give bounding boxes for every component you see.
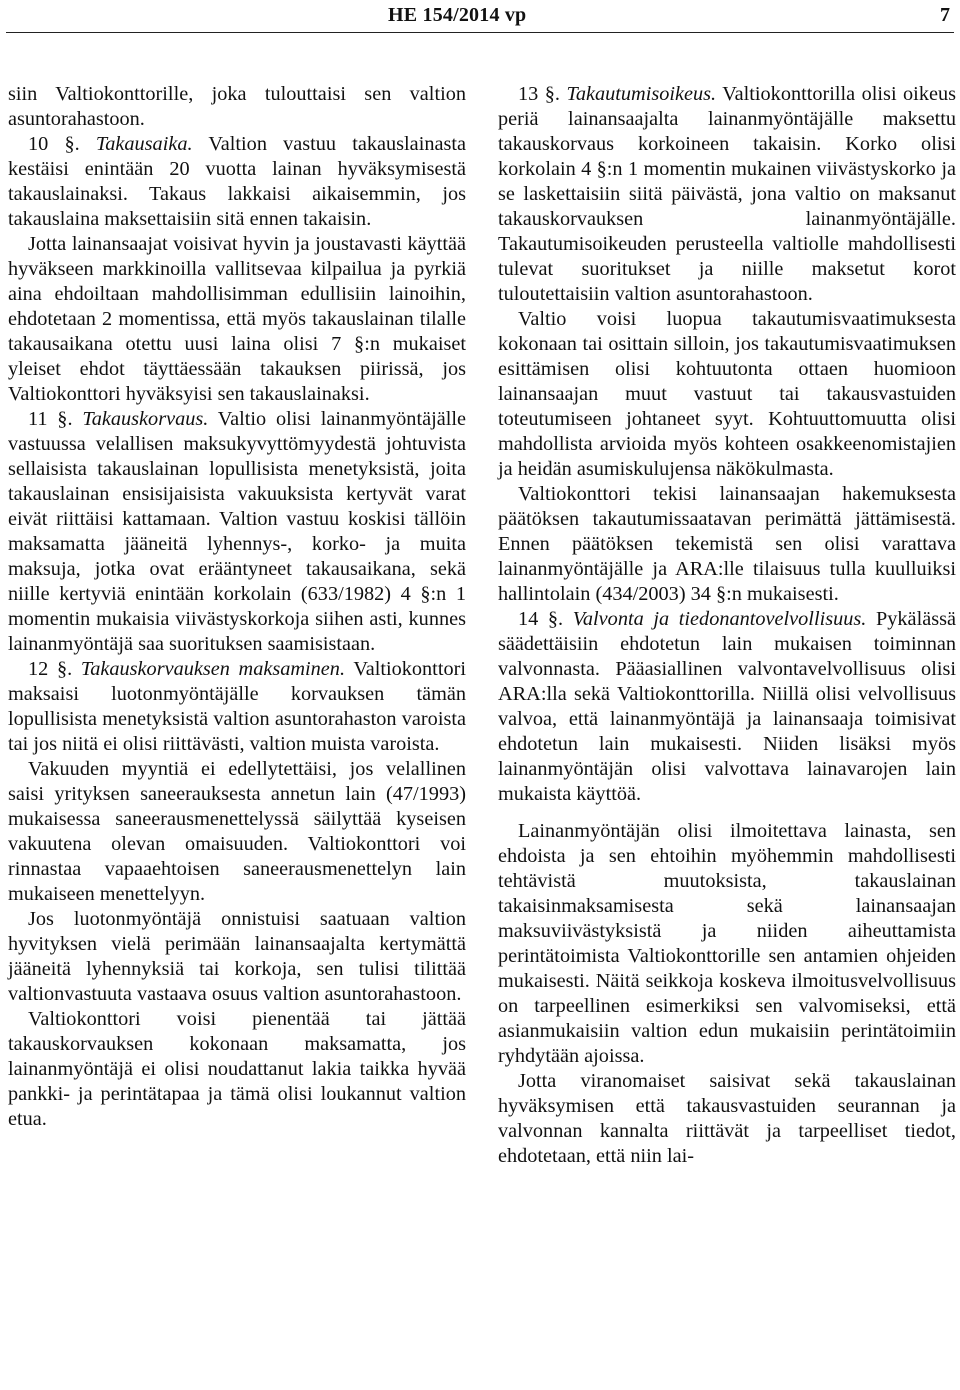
section-11: [8, 407, 466, 657]
section-title: Valvonta ja tiedonantovelvollisuus.: [572, 608, 867, 630]
section-13: [498, 82, 956, 307]
document-id: HE 154/2014 vp: [388, 4, 527, 26]
paragraph: Valtiokonttori voisi pienentää tai jättää takauskorvauksen kokonaan maksamatta, jos lainanmyöntäjä ei olisi noudattanut lakia taikka hyvää pankki- ja perintätapaa ja tämä olisi loukannut valtion etua.: [8, 1008, 466, 1130]
section-title: Takausaika.: [95, 133, 193, 155]
paragraph: Valtio voisi luopua takautumisvaatimuksesta kokonaan tai osittain silloin, jos takautumisvaatimuksen esittämisen olisi kohtuutonta ottaen huomioon lainansaajan muut vastuut tai takausvastuiden toteutumiseen johtaneet syyt. Kohtuuttomuutta olisi mahdollista arvioida myös kohteen osakkeenomistajien ja heidän asumiskulujensa näkökulmasta.: [498, 308, 956, 480]
section-title: Takauskorvaus.: [82, 408, 209, 430]
section-number: 10 §.: [28, 133, 80, 155]
page-header: [0, 0, 960, 32]
section-10: [8, 132, 466, 232]
paragraph: Lainanmyöntäjän olisi ilmoitettava lainasta, sen ehdoista ja sen ehtoihin myöhemmin mahdollisesti tehtävistä muutoksista, takauslainan takaisinmaksamisesta sekä lainansaajan maksuviivästyksistä ja niiden aiheuttamista perintätoimista Valtiokonttorille sen antamien ohjeiden mukaisesti. Näitä seikkoja koskeva ilmoitusvelvollisuus on tarpeellinen esimerkiksi sen valvomiseksi, että asianmukaisiin valtion edun mukaisiin perintätoimiin ryhdytään ajoissa.: [498, 820, 956, 1067]
section-text: Valtiokonttorilla olisi oikeus periä lainansaajalta lainanmyöntäjälle maksettu takauskorvaus korkoineen takaisin. Korko olisi korkolain 4 §:n 1 momentin mukainen viivästyskorko ja se laskettaisiin siitä päivästä, jona valtio on maksanut takauskorvauksen lainanmyöntäjälle. Takautumisoikeuden perusteella valtiolle mahdollisesti tulevat suoritukset ja niille maksetut korot tuloutettaisiin valtion asuntorahastoon.: [498, 83, 956, 305]
paragraph: Jos luotonmyöntäjä onnistuisi saatuaan valtion hyvityksen vielä perimään lainansaajalta kertymättä jääneitä lyhennyksiä tai korkoja, sen tulisi tilittää valtionvastuuta vastaava osuus valtion asuntorahastoon.: [8, 908, 466, 1005]
section-number: 12 §.: [28, 658, 73, 680]
paragraph: Vakuuden myyntiä ei edellytettäisi, jos velallinen saisi yrityksen saneerauksesta annetun lain (47/1993) mukaisessa saneerausmenettelyssä säilyttää kyseisen vakuutena olevan omaisuuden. Valtiokonttori voi rinnastaa vapaaehtoisen saneerausmenettelyn lain mukaiseen menettelyyn.: [8, 758, 466, 905]
section-text: Pykälässä säädettäisiin ehdotetun lain mukaisen toiminnan valvonnasta. Pääasiallinen valvontavelvollisuus olisi ARA:lla sekä Valtiokonttorilla. Niillä olisi velvollisuus valvoa, että lainanmyöntäjä ja lainansaaja toimisivat ehdotetun lain mukaisesti. Niiden lisäksi myös lainanmyöntäjän olisi valvottava lainavarojen lain mukaista käyttöä.: [498, 608, 956, 805]
paragraph: siin Valtiokonttorille, joka tulouttaisi sen valtion asuntorahastoon.: [8, 83, 466, 130]
section-number: 11 §.: [28, 408, 73, 430]
section-title: Takautumisoikeus.: [566, 83, 717, 105]
page-number: 7: [940, 4, 950, 26]
header-rule: [6, 32, 954, 33]
paragraph: Valtiokonttori tekisi lainansaajan hakemuksesta päätöksen takautumissaatavan perimättä jättämisestä. Ennen päätöksen tekemistä sen olisi varattava lainanmyöntäjälle ja ARA:lle tilaisuus tulla kuulluiksi hallintolain (434/2003) 34 §:n mukaisesti.: [498, 483, 956, 605]
section-text: Valtio olisi lainanmyöntäjälle vastuussa velallisen maksukyvyttömyydestä johtuvista sellaisista takauslainan lopullisista menetyksistä, joita takauslainan ensisijaisista vakuuksista kertyvät varat eivät riittäisi kattamaan. Valtion vastuu koskisi tällöin maksamatta jääneitä lyhennys-, korko- ja muita maksuja, jotka ovat erääntyneet takausaikana, sekä niille kertyviä enintään korkolain (633/1982) 4 §:n 1 momentin mukaisia viivästyskorkoja siihen asti, kunnes lainanmyöntäjä saa suorituksen saamisistaan.: [8, 408, 466, 655]
section-text: Valtion vastuu takauslainasta kestäisi enintään 20 vuotta lainan hyväksymisestä takauslainaksi. Takaus lakkaisi aikaisemmin, jos takauslaina maksettaisiin sitä ennen takaisin.: [8, 133, 466, 230]
section-number: 14 §.: [518, 608, 564, 630]
section-title: Takauskorvauksen maksaminen.: [80, 658, 346, 680]
paragraph: Jotta viranomaiset saisivat sekä takauslainan hyväksymisen että takausvastuiden seurannan ja valvonnan kannalta riittävät ja tarpeelliset tiedot, ehdotetaan, että niin lai-: [498, 1070, 956, 1167]
section-12: [8, 657, 466, 757]
section-number: 13 §.: [518, 83, 560, 105]
section-14: [498, 607, 956, 807]
section-text: Valtiokonttori maksaisi luotonmyöntäjälle korvauksen tämän lopullisista menetyksistä valtion asuntorahaston varoista tai jos niitä ei olisi riittävästi, valtion muista varoista.: [8, 658, 466, 755]
left-column: [8, 82, 466, 1132]
right-column: [498, 82, 956, 1169]
paragraph: Jotta lainansaajat voisivat hyvin ja joustavasti käyttää hyväkseen markkinoilla vallitsevaa kilpailua ja pyrkiä aina ehdoiltaan mahdollisimman edullisiin lainoihin, ehdotetaan 2 momentissa, että myös takauslainan tilalle takausaikana otettu uusi laina olisi 7 §:n mukaiset yleiset ehdot täyttäessään takauksen piirissä, jos Valtiokonttori hyväksyisi sen takauslainaksi.: [8, 233, 466, 405]
